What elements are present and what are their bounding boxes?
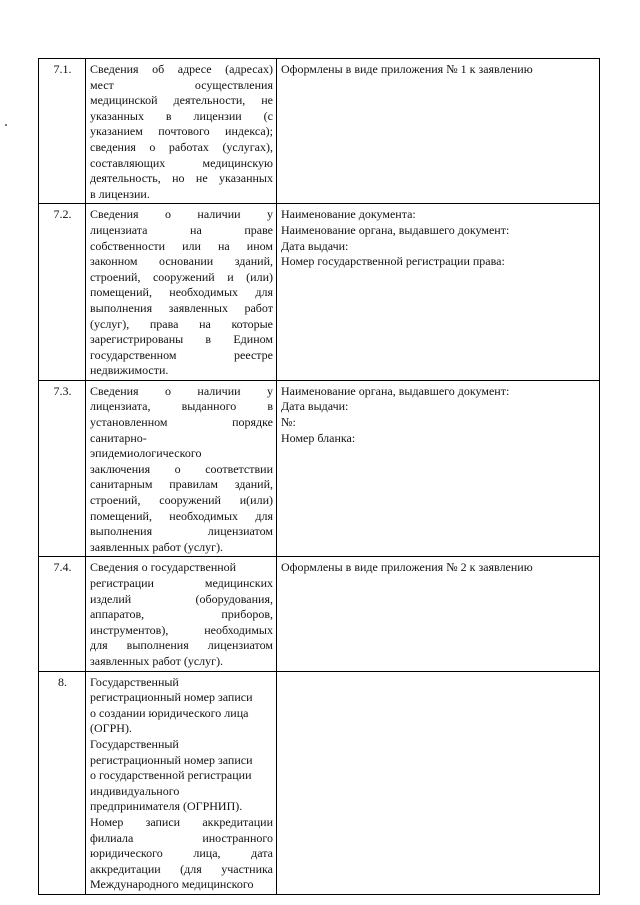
description-line: лицензиата на праве	[90, 222, 273, 237]
value-line: Наименование документа:	[281, 207, 416, 222]
value-line: Номер бланка:	[281, 430, 356, 445]
table-row-7-2	[39, 204, 600, 381]
value-line: Номер государственной регистрации права:	[281, 254, 505, 269]
value-line: Оформлены в виде приложения № 2 к заявлению	[281, 560, 533, 575]
row-number: 7.4.	[39, 557, 86, 671]
row-description	[86, 59, 277, 204]
description-line: сведения о работах (услугах),	[90, 139, 273, 154]
row-value	[277, 380, 600, 557]
row-number: 7.2.	[39, 204, 86, 381]
description-line: заявленных работ (услуг).	[90, 653, 224, 668]
row-number: 8.	[39, 671, 86, 894]
description-line: Сведения о государственной	[90, 560, 237, 575]
description-line: (ОГРН).	[90, 721, 132, 736]
table-row-7-1	[39, 59, 600, 204]
description-line: аппаратов, приборов,	[90, 607, 273, 622]
description-line: филиала иностранного	[90, 830, 273, 845]
description-line: о создании юридического лица	[90, 705, 249, 720]
description-line: заключения о соответствии	[90, 461, 273, 476]
row-description	[86, 204, 277, 381]
license-application-table	[38, 58, 600, 895]
row-description	[86, 557, 277, 671]
description-line: изделий (оборудования,	[90, 591, 273, 606]
description-line: установленном порядке	[90, 415, 273, 430]
description-line: предпринимателя (ОГРНИП).	[90, 799, 243, 814]
description-line: строений, сооружений и(или)	[90, 493, 273, 508]
description-line: регистрационный номер записи	[90, 690, 253, 705]
description-line: регистрационный номер записи	[90, 752, 253, 767]
description-line: Государственный	[90, 674, 179, 689]
description-line: о государственной регистрации	[90, 768, 252, 783]
description-line: законном основании зданий,	[90, 254, 273, 269]
description-line: указанных в лицензии (с	[90, 108, 273, 123]
description-line: индивидуального	[90, 783, 180, 798]
description-line: помещений, необходимых для	[90, 508, 273, 523]
description-line: (услуг), права на которые	[90, 316, 273, 331]
value-line: Оформлены в виде приложения № 1 к заявлению	[281, 62, 533, 76]
description-line: строений, сооружений и (или)	[90, 269, 273, 284]
description-line: инструментов), необходимых	[90, 622, 273, 637]
description-line: Сведения о наличии у	[90, 207, 273, 222]
table-row-7-3	[39, 380, 600, 557]
row-description	[86, 671, 277, 894]
description-line: медицинской деятельности, не	[90, 93, 273, 108]
description-line: мест осуществления	[90, 77, 273, 92]
description-line: лицензиата, выданного в	[90, 399, 273, 414]
value-line: №:	[281, 415, 296, 430]
description-line: Сведения об адресе (адресах)	[90, 62, 273, 76]
description-line: выполнения заявленных работ	[90, 300, 273, 315]
description-line: Международного медицинского	[90, 877, 254, 892]
description-line: помещений, необходимых для	[90, 285, 273, 300]
value-line: Дата выдачи:	[281, 238, 349, 253]
table-row-8	[39, 671, 600, 894]
description-line: указанием почтового индекса);	[90, 124, 273, 139]
description-line: юридического лица, дата	[90, 846, 273, 861]
description-line: Сведения о наличии у	[90, 383, 273, 398]
description-line: государственном реестре	[90, 347, 273, 362]
description-line: выполнения лицензиатом	[90, 524, 273, 539]
description-line: для выполнения лицензиатом	[90, 638, 273, 653]
row-number: 7.1.	[39, 59, 86, 204]
description-line: в лицензии.	[90, 186, 150, 201]
description-line: аккредитации (для участника	[90, 861, 273, 876]
value-line: Наименование органа, выдавшего документ:	[281, 222, 510, 237]
table-row-7-4	[39, 557, 600, 671]
row-number: 7.3.	[39, 380, 86, 557]
row-value	[277, 671, 600, 894]
description-line: составляющих медицинскую	[90, 155, 273, 170]
description-line: санитарным правилам зданий,	[90, 477, 273, 492]
row-value	[277, 59, 600, 204]
value-line: Наименование органа, выдавшего документ:	[281, 383, 510, 398]
row-value	[277, 557, 600, 671]
scan-speck	[5, 124, 7, 126]
value-line: Дата выдачи:	[281, 399, 349, 414]
description-line: собственности или на ином	[90, 238, 273, 253]
description-line: санитарно-	[90, 430, 147, 445]
row-description	[86, 380, 277, 557]
description-line: Государственный	[90, 736, 179, 751]
row-value	[277, 204, 600, 381]
description-line: регистрации медицинских	[90, 576, 273, 590]
description-line: Номер записи аккредитации	[90, 814, 273, 829]
description-line: недвижимости.	[90, 363, 169, 378]
description-line: зарегистрированы в Едином	[90, 332, 273, 347]
description-line: заявленных работ (услуг).	[90, 539, 224, 554]
description-line: эпидемиологического	[90, 446, 202, 461]
description-line: деятельность, но не указанных	[90, 171, 273, 186]
